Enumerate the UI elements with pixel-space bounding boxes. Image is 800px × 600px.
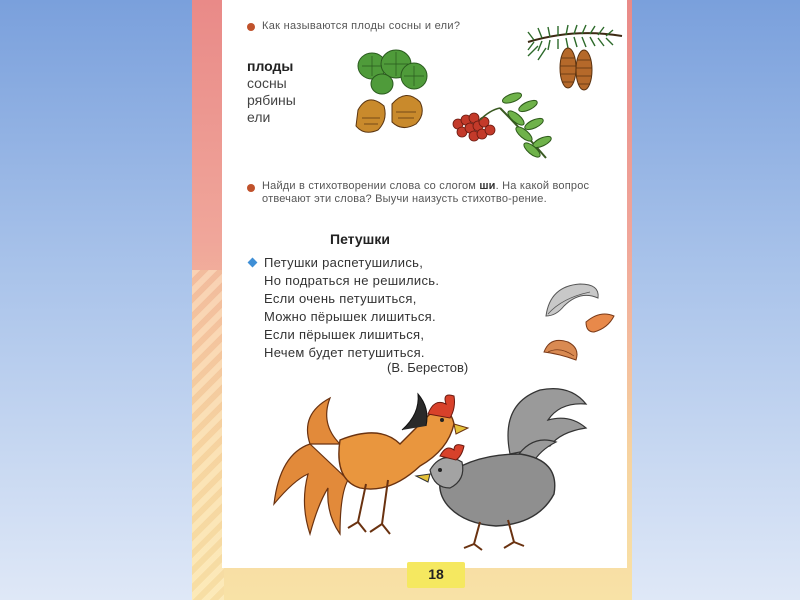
question-2-after: . На какой вопрос отвечают эти слова? Выучи наизусть стихотво-рение.	[262, 180, 590, 205]
poem-line: Можно пёрышек лишиться.	[264, 309, 436, 324]
fruits-item: ели	[247, 109, 271, 125]
poem-line: Если очень петушиться,	[264, 291, 417, 306]
poem-author: (В. Берестов)	[387, 360, 469, 375]
fruits-item: сосны	[247, 75, 287, 91]
roosters-icon	[270, 384, 600, 552]
poem-title: Петушки	[330, 231, 390, 247]
fruits-list	[247, 58, 296, 126]
spruce-cones-icon	[524, 22, 624, 102]
pine-cone-icon	[350, 44, 440, 144]
question-bullet	[247, 23, 255, 31]
poem-line: Если пёрышек лишиться,	[264, 327, 425, 342]
poem-line: Петушки распетушились,	[264, 255, 424, 270]
page-number: 18	[428, 566, 444, 582]
question-bullet	[247, 184, 255, 192]
poem-line: Нечем будет петушиться.	[264, 345, 425, 360]
fruits-item: рябины	[247, 92, 296, 108]
question-1: Как называются плоды сосны и ели?	[262, 20, 461, 32]
syllable-highlight: ши	[479, 180, 496, 192]
poem-line: Но подраться не решились.	[264, 273, 440, 288]
poem-text	[264, 254, 439, 362]
textbook-page	[222, 0, 627, 568]
question-2-before: Найди в стихотворении слова со слогом	[262, 180, 480, 192]
feathers-icon	[540, 276, 620, 372]
fruits-header: плоды	[247, 58, 294, 74]
page-number-box	[407, 562, 465, 588]
question-2	[262, 180, 632, 206]
poem-marker	[248, 258, 258, 268]
